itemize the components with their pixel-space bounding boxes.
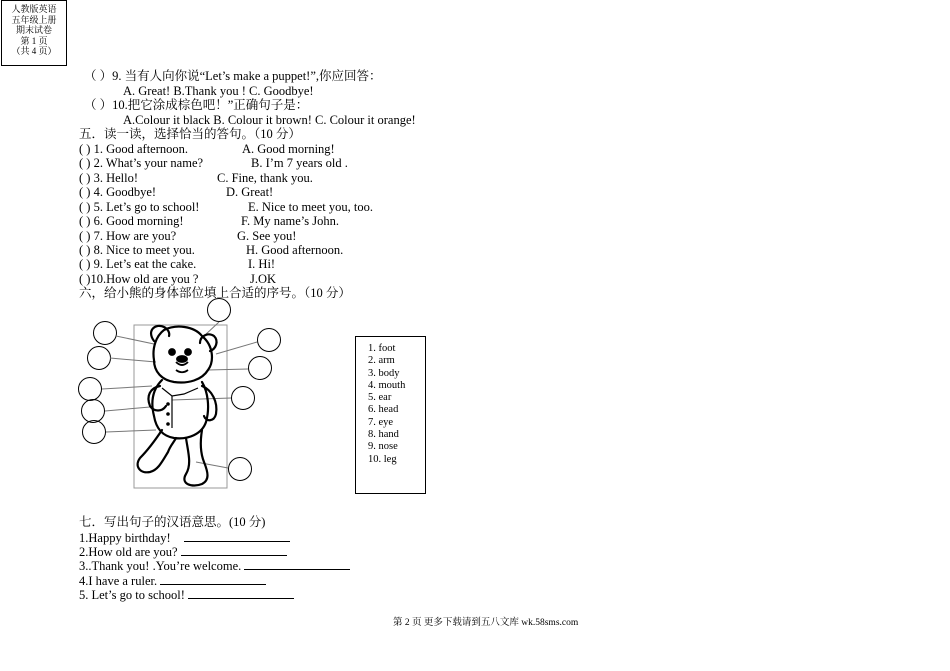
match-left-6: ( ) 6. Good morning!: [79, 214, 184, 228]
word-list-item: 5. ear: [368, 392, 392, 404]
header-line: 五年级上册: [11, 14, 57, 25]
question-10: （ ）10.把它涂成棕色吧！”正确句子是：: [84, 98, 309, 112]
translate-sentence: 2.How old are you?: [79, 545, 178, 559]
question-10-options: A.Colour it black B. Colour it brown! C. Colour it orange!: [123, 113, 416, 127]
match-right-e: E. Nice to meet you, too.: [248, 200, 373, 214]
word-list-item: 7. eye: [368, 416, 394, 428]
match-right-h: H. Good afternoon.: [246, 243, 344, 257]
answer-circle: [79, 378, 102, 401]
word-list-item: 8. hand: [368, 429, 399, 441]
word-list-item: 9. nose: [368, 441, 398, 453]
translate-sentence: 1.Happy birthday!: [79, 531, 171, 545]
answer-blank[interactable]: [160, 573, 266, 585]
word-list-item: 2. arm: [368, 355, 395, 367]
section-6-title: 六，给小熊的身体部位填上合适的序号。（10 分）: [79, 286, 351, 300]
answer-blank[interactable]: [181, 544, 287, 556]
page-info-box: [1, 0, 67, 66]
bear-diagram: [76, 296, 286, 492]
match-left-3: ( ) 3. Hello!: [79, 171, 139, 185]
answer-circle: [83, 421, 106, 444]
question-9: （ ）9. 当有人向你说“Let’s make a puppet!”,你应回答：: [84, 69, 382, 83]
match-left-10: ( )10.How old are you ?: [79, 272, 199, 286]
translate-item-5: [79, 587, 294, 603]
answer-circle: [208, 299, 231, 322]
body-part-word-list: [355, 336, 426, 494]
header-line: 人教版英语: [11, 4, 57, 14]
answer-circle: [258, 329, 281, 352]
answer-blank[interactable]: [188, 587, 294, 599]
page-footer: 第 2 页 更多下载请到五八文库 wk.58sms.com: [393, 618, 579, 628]
match-right-c: C. Fine, thank you.: [217, 171, 313, 185]
word-list-item: 3. body: [368, 367, 400, 379]
match-right-j: J.OK: [250, 272, 277, 286]
answer-circle: [88, 347, 111, 370]
match-left-4: ( ) 4. Goodbye!: [79, 185, 157, 199]
section-5-title: 五．读一读，选择恰当的答句。（10 分）: [79, 127, 301, 141]
answer-blank[interactable]: [184, 530, 290, 542]
word-list-item: 10. leg: [368, 453, 397, 465]
word-list-item: 1. foot: [368, 343, 396, 354]
word-list-item: 6. head: [368, 404, 399, 416]
answer-circle: [82, 400, 105, 423]
match-left-8: ( ) 8. Nice to meet you.: [79, 243, 195, 257]
translate-sentence: 4.I have a ruler.: [79, 574, 158, 588]
match-right-i: I. Hi!: [248, 257, 276, 271]
answer-circle: [229, 458, 252, 481]
match-left-2: ( ) 2. What’s your name?: [79, 156, 204, 170]
match-right-a: A. Good morning!: [242, 142, 335, 156]
word-list-item: 4. mouth: [368, 379, 406, 391]
match-left-5: ( ) 5. Let’s go to school!: [79, 200, 200, 214]
match-left-9: ( ) 9. Let’s eat the cake.: [79, 257, 197, 271]
answer-circle: [232, 387, 255, 410]
section-7-title: 七．写出句子的汉语意思。(10 分): [79, 515, 266, 529]
match-left-1: ( ) 1. Good afternoon.: [79, 142, 188, 156]
answer-blank[interactable]: [244, 558, 350, 570]
translate-sentence: 5. Let’s go to school!: [79, 588, 185, 602]
answer-circle: [94, 322, 117, 345]
translate-sentence: 3..Thank you! .You’re welcome.: [79, 559, 242, 573]
match-right-f: F. My name’s John.: [241, 214, 339, 228]
match-right-b: B. I’m 7 years old .: [251, 156, 348, 170]
header-line: （共 4 页）: [11, 46, 57, 56]
match-right-d: D. Great!: [226, 185, 274, 199]
header-line: 第 1 页: [20, 35, 48, 46]
match-right-g: G. See you!: [237, 229, 297, 243]
question-9-options: A. Great! B.Thank you ! C. Goodbye!: [123, 84, 314, 98]
match-left-7: ( ) 7. How are you?: [79, 229, 177, 243]
header-line: 期末试卷: [15, 25, 52, 35]
translate-item-3: [79, 558, 350, 574]
answer-circle: [249, 357, 272, 380]
